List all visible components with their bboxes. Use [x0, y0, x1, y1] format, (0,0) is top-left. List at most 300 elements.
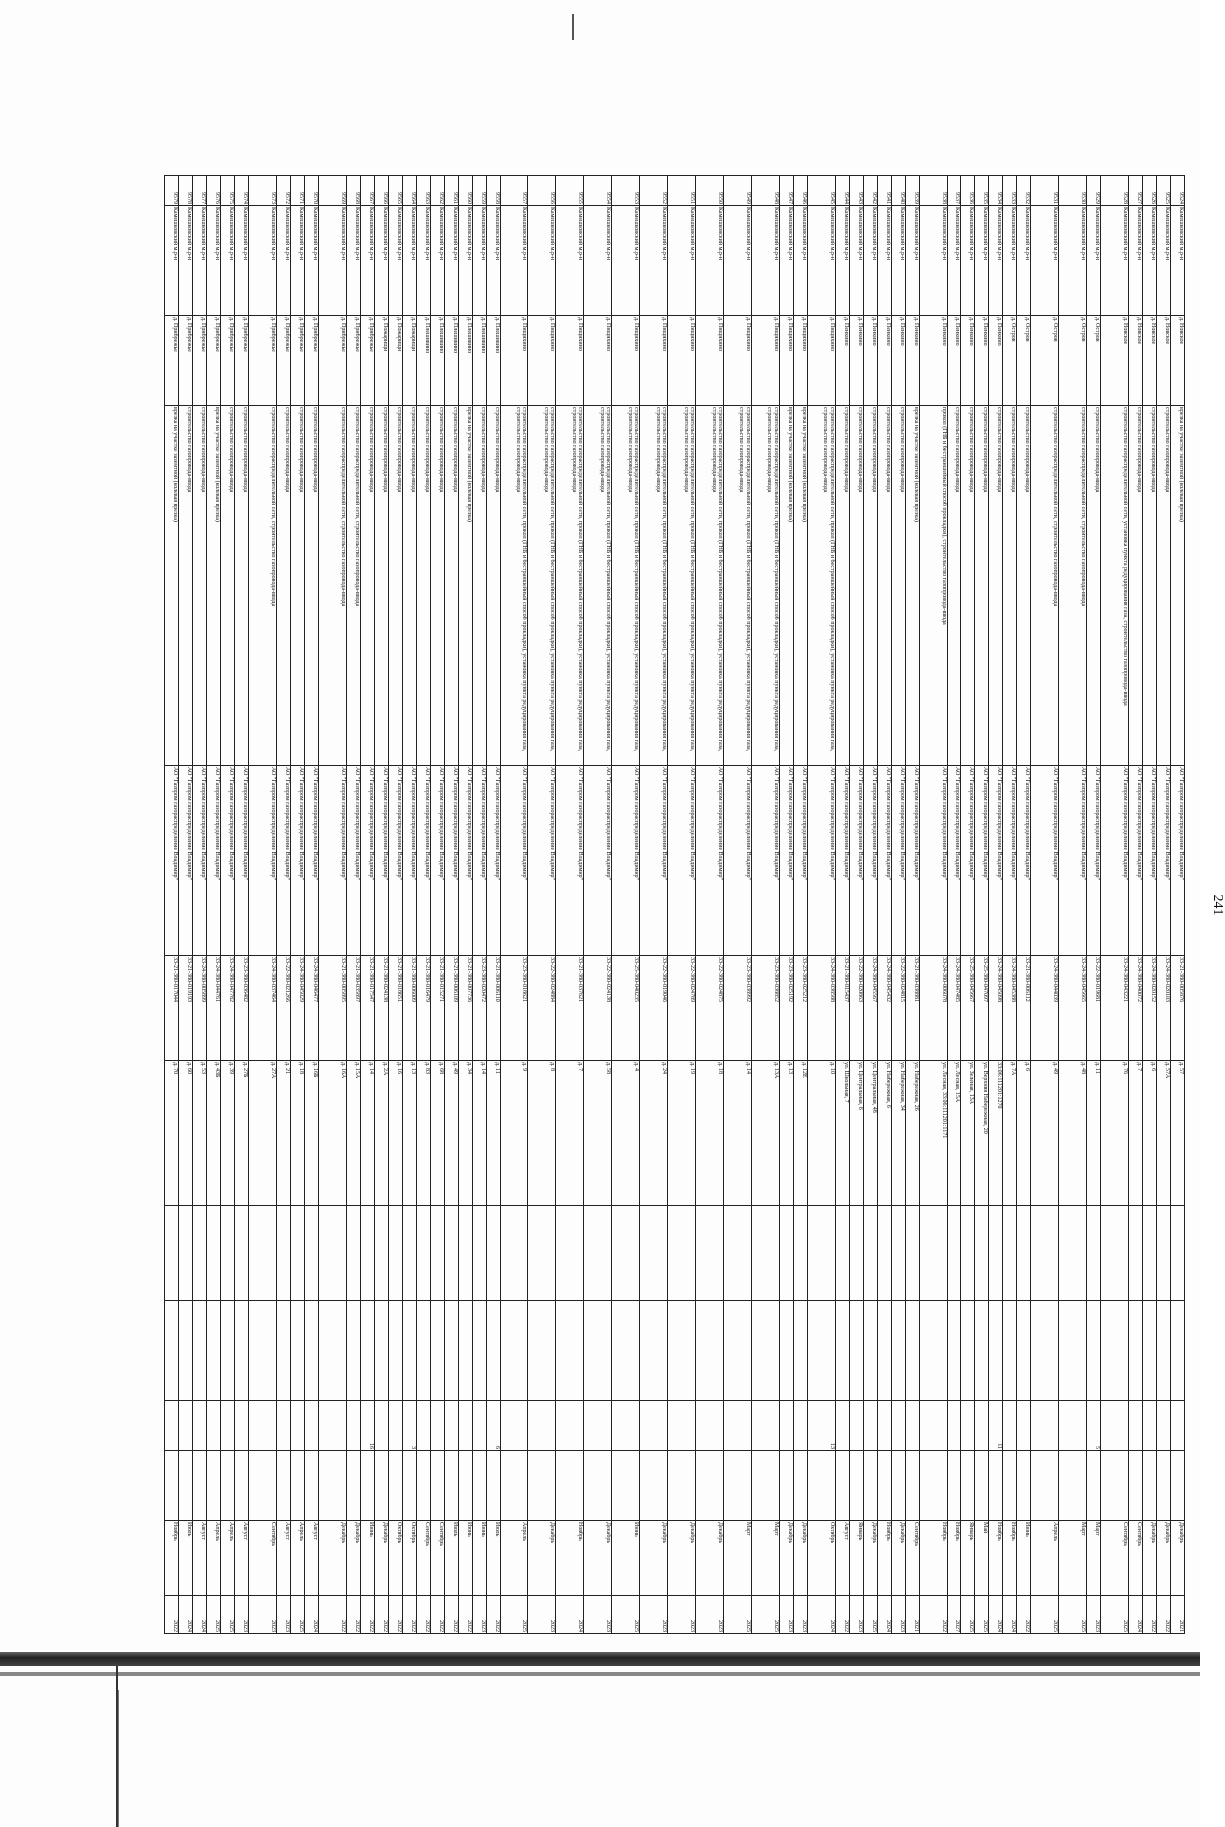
cell-year: 2022 — [402, 1596, 416, 1634]
scan-artifact-vline — [118, 1690, 119, 1827]
cell-work: строительство газопровода-ввода — [277, 406, 291, 766]
cell-n: 9578 — [179, 176, 193, 206]
cell-month: Сентябрь — [249, 1521, 277, 1596]
cell-cad: 33-22-380-024789 — [668, 956, 696, 1061]
cell-year: 2021 — [905, 1596, 919, 1634]
cell-month: Декабрь — [584, 1521, 612, 1596]
cell-year: 2023 — [528, 1596, 556, 1634]
cell-cad: 33-24-380-047485 — [947, 956, 961, 1061]
cell-loc: д. Прибрежье — [207, 316, 221, 406]
cell-year: 2024 — [179, 1596, 193, 1634]
cell-loc: д. Новское — [1129, 316, 1143, 406]
cell-work: строительство газопровода-ввода — [374, 406, 388, 766]
cell-n: 9538 — [919, 176, 947, 206]
cell-work: строительство газопровода-ввода — [849, 406, 863, 766]
cell-cad: 33-21-380-015271 — [430, 956, 444, 1061]
cell-e2 — [528, 1301, 556, 1401]
table-row — [1087, 176, 1101, 1634]
cell-e2 — [1059, 1301, 1087, 1401]
table-row — [696, 176, 724, 1634]
table-row — [472, 176, 486, 1634]
cell-e1 — [346, 1206, 360, 1301]
cell-addr: д. 10 — [807, 1061, 835, 1206]
cell-n: 9547 — [779, 176, 793, 206]
cell-work: строительство газопровода-ввода — [863, 406, 877, 766]
cell-loc: д. Остров — [1017, 316, 1031, 406]
cell-e3 — [388, 1451, 402, 1521]
cell-org: АО "Газпром газораспределение Владимир" — [905, 766, 919, 956]
cell-work: строительство газораспределительной сети, установка пункта редуцирования газа, строительство газопровода-ввода — [1101, 406, 1129, 766]
cell-e2 — [165, 1301, 179, 1401]
cell-cnt — [612, 1401, 640, 1451]
cell-dist: Камешковский м.р-н — [1059, 206, 1087, 316]
cell-e1 — [668, 1206, 696, 1301]
cell-e1 — [304, 1206, 318, 1301]
cell-dist: Камешковский м.р-н — [556, 206, 584, 316]
cell-cnt — [416, 1401, 430, 1451]
cell-n: 9544 — [835, 176, 849, 206]
cell-addr: д. 11 — [486, 1061, 500, 1206]
cell-cnt — [696, 1401, 724, 1451]
table-row — [961, 176, 975, 1634]
cell-e2 — [346, 1301, 360, 1401]
table-row — [1017, 176, 1031, 1634]
cell-work: строительство газораспределительной сети, прокол (ГНБ и бестраншейный способ прокладки), установка пункта редуцирования газа, строительство газопровода-ввода — [724, 406, 752, 766]
cell-addr: д. 18 — [696, 1061, 724, 1206]
cell-org: АО "Газпром газораспределение Владимир" — [668, 766, 696, 956]
cell-e1 — [849, 1206, 863, 1301]
cell-e3 — [877, 1451, 891, 1521]
cell-e2 — [430, 1301, 444, 1401]
cell-addr: д. 16Б — [304, 1061, 318, 1206]
cell-work: прокол (ГНБ и бестраншейный способ прокладки), строительство газопровода-ввода — [919, 406, 947, 766]
cell-cnt: 5 — [1087, 1401, 1101, 1451]
cell-e1 — [779, 1206, 793, 1301]
cell-org: АО "Газпром газораспределение Владимир" — [430, 766, 444, 956]
cell-e3 — [779, 1451, 793, 1521]
cell-cnt — [291, 1401, 305, 1451]
cell-cnt — [779, 1401, 793, 1451]
cell-cnt: 11 — [989, 1401, 1003, 1451]
cell-e1 — [1003, 1206, 1017, 1301]
cell-work: строительство газопровода-ввода — [360, 406, 374, 766]
cell-work: строительство газораспределительной сети, строительство газопровода-ввода — [249, 406, 277, 766]
cell-e1 — [235, 1206, 249, 1301]
cell-loc: д. Плешивино — [472, 316, 486, 406]
cell-cnt — [556, 1401, 584, 1451]
cell-n: 9571 — [291, 176, 305, 206]
cell-loc: д. Прибрежье — [193, 316, 207, 406]
cell-cnt: 13 — [807, 1401, 835, 1451]
cell-addr: д. 48 — [1059, 1061, 1087, 1206]
cell-e3 — [905, 1451, 919, 1521]
cell-n: 9557 — [500, 176, 528, 206]
cell-e1 — [221, 1206, 235, 1301]
cell-e3 — [416, 1451, 430, 1521]
cell-work: строительство газораспределительной сети, прокол (ГНБ и бестраншейный способ прокладки), установка пункта редуцирования газа, строительство газопровода-ввода — [500, 406, 528, 766]
cell-org: АО "Газпром газораспределение Владимир" — [1171, 766, 1185, 956]
cell-e1 — [193, 1206, 207, 1301]
cell-cnt — [1003, 1401, 1017, 1451]
cell-year: 2023 — [235, 1596, 249, 1634]
cell-month: Апрель — [500, 1521, 528, 1596]
cell-cnt — [835, 1401, 849, 1451]
cell-org: АО "Газпром газораспределение Владимир" — [947, 766, 961, 956]
cell-year: 2022 — [458, 1596, 472, 1634]
cell-cad: 33-24-380-020152 — [1143, 956, 1157, 1061]
cell-e2 — [472, 1301, 486, 1401]
cell-e3 — [374, 1451, 388, 1521]
cell-e1 — [556, 1206, 584, 1301]
cell-e3 — [584, 1451, 612, 1521]
cell-e2 — [458, 1301, 472, 1401]
cell-work: строительство газопровода-ввода — [947, 406, 961, 766]
cell-loc: д. Прибрежье — [277, 316, 291, 406]
cell-month: Март — [1059, 1521, 1087, 1596]
cell-cad: 33-25-380-040235 — [612, 956, 640, 1061]
cell-cad: 33-24-380-038588 — [807, 956, 835, 1061]
cell-loc: д. Пищихино — [500, 316, 528, 406]
cell-e3 — [291, 1451, 305, 1521]
cell-n: 9573 — [249, 176, 277, 206]
cell-cad: 33-21-380-005876 — [1171, 956, 1185, 1061]
cell-org: АО "Газпром газораспределение Владимир" — [402, 766, 416, 956]
cell-work: строительство газопровода-ввода — [304, 406, 318, 766]
cell-org: АО "Газпром газораспределение Владимир" — [388, 766, 402, 956]
cell-cnt — [863, 1401, 877, 1451]
cell-org: АО "Газпром газораспределение Владимир" — [863, 766, 877, 956]
cell-org: АО "Газпром газораспределение Владимир" — [835, 766, 849, 956]
cell-cnt — [724, 1401, 752, 1451]
cell-work: строительство газопровода-ввода — [430, 406, 444, 766]
table-row — [416, 176, 430, 1634]
cell-cad: 33-24-380-046477 — [304, 956, 318, 1061]
table-row — [388, 176, 402, 1634]
cell-n: 9552 — [640, 176, 668, 206]
cell-e3 — [1087, 1451, 1101, 1521]
cell-dist: Камешковский м.р-н — [640, 206, 668, 316]
cell-cad: 33-24-380-040072 — [1129, 956, 1143, 1061]
cell-e2 — [277, 1301, 291, 1401]
cell-n: 9553 — [612, 176, 640, 206]
cell-month: Август — [304, 1521, 318, 1596]
cell-e3 — [1101, 1451, 1129, 1521]
cell-e2 — [1003, 1301, 1017, 1401]
cell-month: Октябрь — [807, 1521, 835, 1596]
cell-month: Август — [277, 1521, 291, 1596]
cell-loc: д. Пожарищи — [388, 316, 402, 406]
cell-org: АО "Газпром газораспределение Владимир" — [1017, 766, 1031, 956]
cell-dist: Камешковский м.р-н — [528, 206, 556, 316]
cell-cnt — [1017, 1401, 1031, 1451]
cell-addr: д. 13 — [402, 1061, 416, 1206]
cell-cad: 33-25-380-045667 — [961, 956, 975, 1061]
cell-year: 2022 — [444, 1596, 458, 1634]
cell-year: 2022 — [318, 1596, 346, 1634]
cell-dist: Камешковский м.р-н — [779, 206, 793, 316]
cell-cad: 33-22-380-021266 — [277, 956, 291, 1061]
cell-e2 — [486, 1301, 500, 1401]
table-row — [556, 176, 584, 1634]
cell-dist: Камешковский м.р-н — [193, 206, 207, 316]
cell-e2 — [416, 1301, 430, 1401]
cell-org: АО "Газпром газораспределение Владимир" — [891, 766, 905, 956]
cell-org: АО "Газпром газораспределение Владимир" — [1087, 766, 1101, 956]
cell-month: Июнь — [472, 1521, 486, 1596]
cell-cad: 33-22-380-024138 — [584, 956, 612, 1061]
cell-addr: д. 2А — [374, 1061, 388, 1206]
cell-dist: Камешковский м.р-н — [905, 206, 919, 316]
cell-addr: ул. Набережная, 6 — [877, 1061, 891, 1206]
cell-loc: д. Прибрежье — [291, 316, 305, 406]
cell-month: Ноябрь — [877, 1521, 891, 1596]
table-row — [304, 176, 318, 1634]
cell-work: врезка на участке заземтной (колевая врезка) — [458, 406, 472, 766]
table-row — [193, 176, 207, 1634]
cell-e2 — [975, 1301, 989, 1401]
cell-dist: Камешковский м.р-н — [249, 206, 277, 316]
cell-addr: ул. Лесная, 15А — [947, 1061, 961, 1206]
cell-dist: Камешковский м.р-н — [612, 206, 640, 316]
cell-month: Ноябрь — [1003, 1521, 1017, 1596]
cell-work: строительство газораспределительной сети, строительство газопровода-ввода — [1031, 406, 1059, 766]
cell-addr: д. 70 — [165, 1061, 179, 1206]
cell-e3 — [318, 1451, 346, 1521]
cell-e1 — [1031, 1206, 1059, 1301]
rotated-table-container — [165, 175, 1225, 1633]
cell-org: АО "Газпром газораспределение Владимир" — [751, 766, 779, 956]
table-row — [668, 176, 696, 1634]
table-row — [989, 176, 1003, 1634]
cell-year: 2023 — [668, 1596, 696, 1634]
cell-loc: д. Прибрежье — [346, 316, 360, 406]
cell-cnt — [235, 1401, 249, 1451]
cell-cad: 33-21-380-006110 — [486, 956, 500, 1061]
cell-dist: Камешковский м.р-н — [1031, 206, 1059, 316]
cell-cnt — [849, 1401, 863, 1451]
cell-month: Декабрь — [863, 1521, 877, 1596]
cell-org: АО "Газпром газораспределение Владимир" — [1101, 766, 1129, 956]
cell-loc: д. Пенкино — [835, 316, 849, 406]
cell-addr: д. 8 — [528, 1061, 556, 1206]
cell-loc: д. Пищихино — [528, 316, 556, 406]
cell-year: 2024 — [1003, 1596, 1017, 1634]
cell-month: Август — [193, 1521, 207, 1596]
cell-cad: 33-23-380-025212 — [793, 956, 807, 1061]
cell-month: Декабрь — [1143, 1521, 1157, 1596]
cell-e2 — [891, 1301, 905, 1401]
cell-cnt — [304, 1401, 318, 1451]
cell-e1 — [807, 1206, 835, 1301]
cell-e3 — [807, 1451, 835, 1521]
cell-n: 9543 — [849, 176, 863, 206]
cell-dist: Камешковский м.р-н — [416, 206, 430, 316]
cell-org: АО "Газпром газораспределение Владимир" — [235, 766, 249, 956]
cell-year: 2023 — [277, 1596, 291, 1634]
cell-work: строительство газораспределительной сети, строительство газопровода-ввода — [346, 406, 360, 766]
cell-e3 — [835, 1451, 849, 1521]
cell-e2 — [388, 1301, 402, 1401]
cell-addr: д. 27А — [249, 1061, 277, 1206]
cell-cad: 33-25-380-047097 — [975, 956, 989, 1061]
cell-year: 2022 — [388, 1596, 402, 1634]
cell-dist: Камешковский м.р-н — [500, 206, 528, 316]
cell-month: Июнь — [360, 1521, 374, 1596]
cell-cnt: 6 — [486, 1401, 500, 1451]
cell-org: АО "Газпром газораспределение Владимир" — [458, 766, 472, 956]
cell-addr: д. 27Б — [235, 1061, 249, 1206]
cell-e1 — [360, 1206, 374, 1301]
cell-month: Декабрь — [668, 1521, 696, 1596]
cell-e2 — [1101, 1301, 1129, 1401]
cell-e2 — [863, 1301, 877, 1401]
cell-loc: д. Пищихино — [724, 316, 752, 406]
cell-month: Декабрь — [318, 1521, 346, 1596]
cell-cad: 33-22-380-020863 — [849, 956, 863, 1061]
cell-work: строительство газопровода-ввода — [402, 406, 416, 766]
table-row — [1157, 176, 1171, 1634]
cell-cnt — [179, 1401, 193, 1451]
table-row — [849, 176, 863, 1634]
cell-e1 — [863, 1206, 877, 1301]
cell-work: строительство газопровода-ввода — [1003, 406, 1017, 766]
cell-n: 9539 — [905, 176, 919, 206]
cell-cad: 33-24-380-006078 — [919, 956, 947, 1061]
cell-year: 2025 — [961, 1596, 975, 1634]
cell-work: строительство газопровода-ввода — [961, 406, 975, 766]
cell-cnt — [1031, 1401, 1059, 1451]
cell-cnt — [1129, 1401, 1143, 1451]
cell-dist: Камешковский м.р-н — [1129, 206, 1143, 316]
table-row — [1059, 176, 1087, 1634]
cell-work: строительство газораспределительной сети, прокол (ГНБ и бестраншейный способ прокладки), установка пункта редуцирования газа, строительство газопровода-ввода — [751, 406, 779, 766]
cell-work: строительство газопровода-ввода — [179, 406, 193, 766]
cell-addr: ул. Верхняя Набережная, 20 — [975, 1061, 989, 1206]
cell-n: 9530 — [1059, 176, 1087, 206]
cell-loc: д. Пищихино — [612, 316, 640, 406]
cell-e1 — [1017, 1206, 1031, 1301]
cell-cnt — [388, 1401, 402, 1451]
cell-e2 — [668, 1301, 696, 1401]
cell-addr: д. 14 — [360, 1061, 374, 1206]
cell-dist: Камешковский м.р-н — [807, 206, 835, 316]
table-row — [807, 176, 835, 1634]
cell-cnt — [165, 1401, 179, 1451]
cell-e3 — [458, 1451, 472, 1521]
cell-e3 — [1143, 1451, 1157, 1521]
table-row — [221, 176, 235, 1634]
cell-year: 2023 — [249, 1596, 277, 1634]
cell-work: врезка на участке заземтной (колевая врезка) — [1171, 406, 1185, 766]
cell-n: 9524 — [1171, 176, 1185, 206]
cell-work: строительство газораспределительной сети, прокол (ГНБ и бестраншейный способ прокладки), установка пункта редуцирования газа, строительство газопровода-ввода — [612, 406, 640, 766]
cell-cad: 33-24-380-020103 — [1157, 956, 1171, 1061]
cell-n: 9537 — [947, 176, 961, 206]
cell-e3 — [975, 1451, 989, 1521]
cell-month: Октябрь — [388, 1521, 402, 1596]
cell-cad: 33-21-380-037621 — [556, 956, 584, 1061]
cell-addr: д. 7 — [1129, 1061, 1143, 1206]
cell-month: Декабрь — [779, 1521, 793, 1596]
table-row — [905, 176, 919, 1634]
cell-dist: Камешковский м.р-н — [374, 206, 388, 316]
cell-dist: Камешковский м.р-н — [696, 206, 724, 316]
cell-e1 — [724, 1206, 752, 1301]
table-row — [318, 176, 346, 1634]
cell-e1 — [165, 1206, 179, 1301]
table-row — [751, 176, 779, 1634]
cell-n: 9548 — [751, 176, 779, 206]
cell-org: АО "Газпром газораспределение Владимир" — [793, 766, 807, 956]
cell-e2 — [961, 1301, 975, 1401]
cell-month: Июль — [444, 1521, 458, 1596]
cell-e2 — [849, 1301, 863, 1401]
cell-n: 9540 — [891, 176, 905, 206]
cell-cnt — [961, 1401, 975, 1451]
table-row — [458, 176, 472, 1634]
cell-work: врезка на участке заземтной (колевая врезка) — [165, 406, 179, 766]
cell-cad: 33-21-380-006109 — [444, 956, 458, 1061]
table-row — [1003, 176, 1017, 1634]
cell-n: 9550 — [696, 176, 724, 206]
cell-dist: Камешковский м.р-н — [724, 206, 752, 316]
cell-e3 — [444, 1451, 458, 1521]
cell-addr: 33:06:111201:1270 — [989, 1061, 1003, 1206]
cell-month: Ноябрь — [165, 1521, 179, 1596]
table-row — [346, 176, 360, 1634]
cell-work: строительство газопровода-ввода — [989, 406, 1003, 766]
cell-loc: д. Пищихино — [696, 316, 724, 406]
cell-year: 2027 — [947, 1596, 961, 1634]
cell-month: Сентябрь — [1101, 1521, 1129, 1596]
cell-addr: д. 15А — [346, 1061, 360, 1206]
cell-loc: д. Пищихино — [807, 316, 835, 406]
table-row — [1101, 176, 1129, 1634]
cell-loc: д. Остров — [1003, 316, 1017, 406]
cell-cad: 33-21-380-019193 — [179, 956, 193, 1061]
cell-cnt — [1143, 1401, 1157, 1451]
cell-e1 — [1143, 1206, 1157, 1301]
cell-e2 — [779, 1301, 793, 1401]
cell-e1 — [1171, 1206, 1185, 1301]
cell-month: Декабрь — [1157, 1521, 1171, 1596]
cell-month: Октябрь — [402, 1521, 416, 1596]
cell-cnt — [751, 1401, 779, 1451]
cell-dist: Камешковский м.р-н — [1003, 206, 1017, 316]
cell-year: 2023 — [849, 1596, 863, 1634]
table-row — [277, 176, 291, 1634]
cell-addr: д. 49 — [444, 1061, 458, 1206]
cell-dist: Камешковский м.р-н — [584, 206, 612, 316]
cell-cnt: 3 — [402, 1401, 416, 1451]
cell-year: 2023 — [891, 1596, 905, 1634]
cell-month: Май — [975, 1521, 989, 1596]
cell-cnt — [640, 1401, 668, 1451]
table-row — [919, 176, 947, 1634]
cell-cad: 33-21-380-005895 — [318, 956, 346, 1061]
cell-month: Март — [724, 1521, 752, 1596]
cell-work: врезка на участке заземтной (колевая врезка) — [793, 406, 807, 766]
cell-e1 — [402, 1206, 416, 1301]
cell-year: 2025 — [612, 1596, 640, 1634]
cell-e3 — [1017, 1451, 1031, 1521]
cell-loc: д. Остров — [1087, 316, 1101, 406]
cell-e1 — [388, 1206, 402, 1301]
cell-e3 — [304, 1451, 318, 1521]
cell-dist: Камешковский м.р-н — [235, 206, 249, 316]
cell-e3 — [668, 1451, 696, 1521]
cell-loc: д. Пенкино — [975, 316, 989, 406]
